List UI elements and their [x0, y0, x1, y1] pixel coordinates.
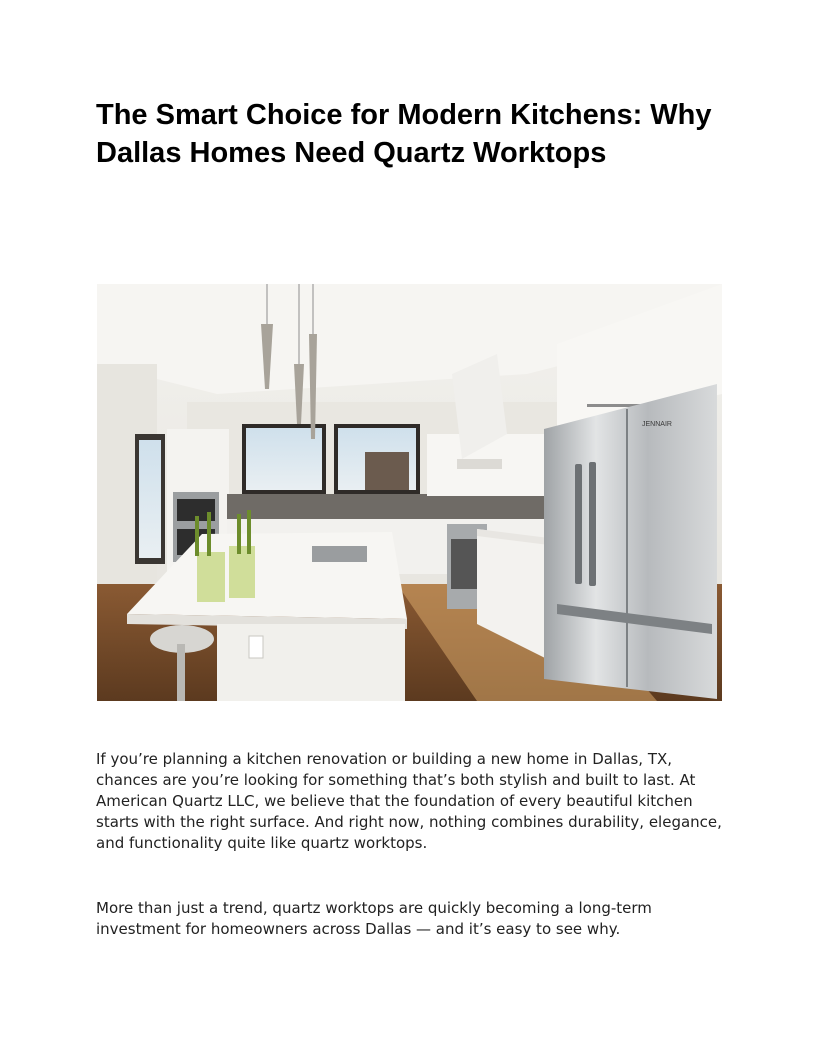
second-paragraph: More than just a trend, quartz worktops are quickly becoming a long-term investment for homeowners across Dallas — and it’s easy to see why. [96, 899, 652, 938]
hero-kitchen-image [97, 284, 722, 701]
intro-paragraph: If you’re planning a kitchen renovation or building a new home in Dallas, TX, chances are you’re looking for something that’s both stylish and built to last. At American Quartz LLC, we believe that the foundation of every beautiful kitchen starts with the right surface. And right now, nothing combines durability, elegance, and functionality quite like quartz worktops. [96, 750, 722, 852]
fridge-brand-label: JENNAIR [642, 421, 672, 428]
article-title: The Smart Choice for Modern Kitchens: Why Dallas Homes Need Quartz Worktops [96, 99, 712, 169]
